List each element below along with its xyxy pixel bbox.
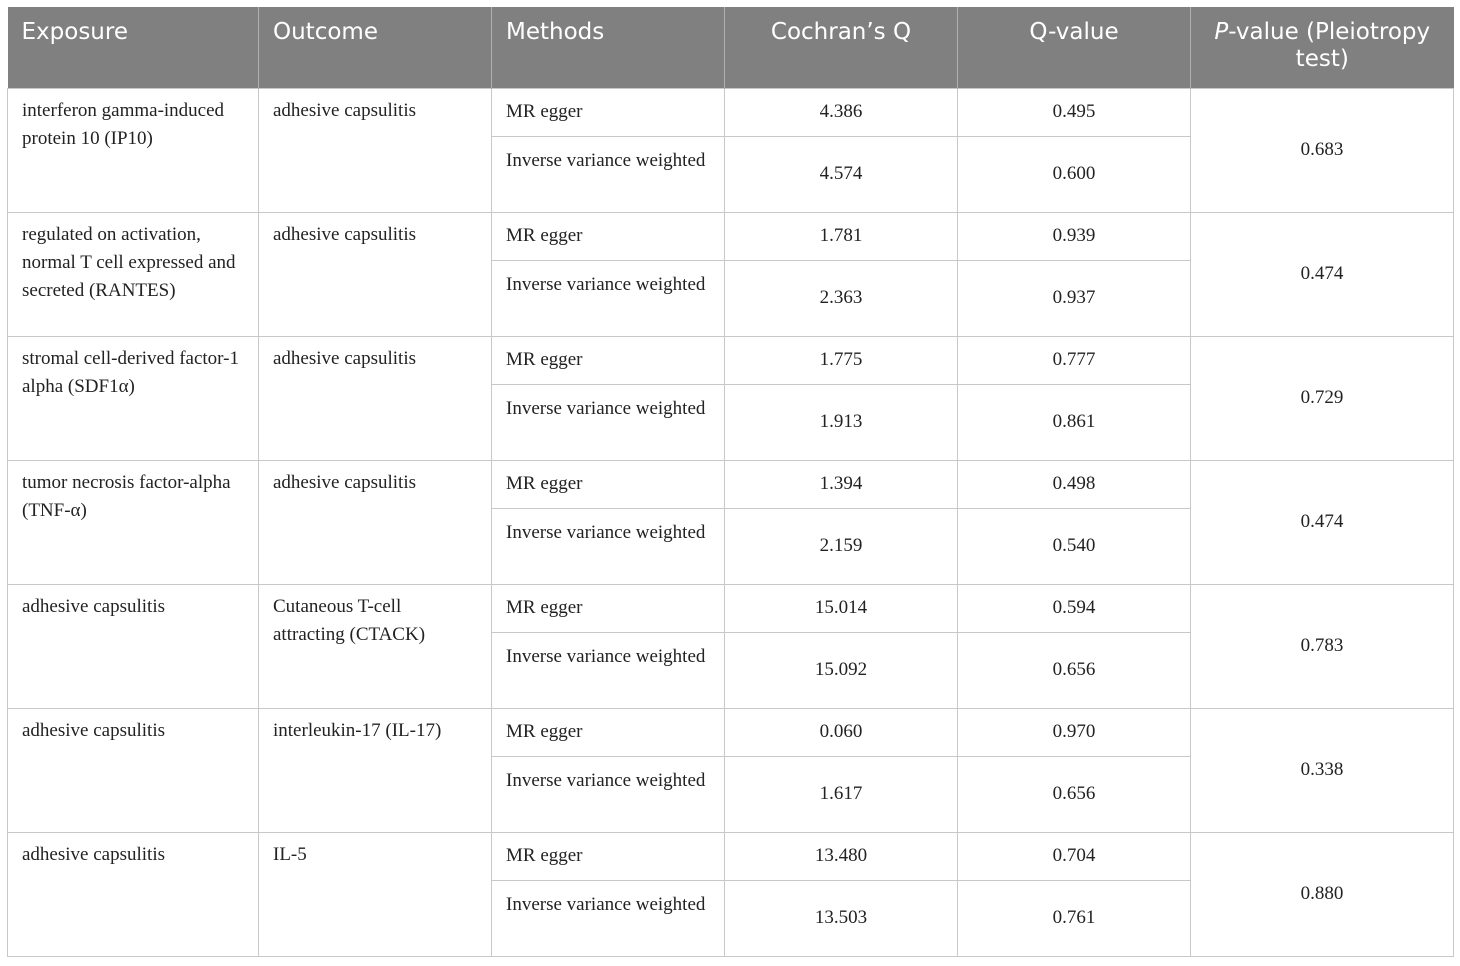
table-row (8, 832, 1454, 880)
method-cell: MR egger (492, 212, 725, 260)
cochran-q-cell: 15.092 (725, 632, 958, 708)
method-cell: Inverse variance weighted (492, 880, 725, 956)
method-cell: MR egger (492, 336, 725, 384)
p-value-cell: 0.729 (1191, 336, 1454, 460)
header-exposure: Exposure (8, 7, 259, 88)
q-value-cell: 0.495 (958, 88, 1191, 136)
exposure-cell: stromal cell-derived factor-1 alpha (SDF1α) (8, 336, 259, 460)
q-value-cell: 0.937 (958, 260, 1191, 336)
outcome-cell: adhesive capsulitis (259, 88, 492, 212)
outcome-cell: adhesive capsulitis (259, 336, 492, 460)
exposure-cell: adhesive capsulitis (8, 584, 259, 708)
method-cell: Inverse variance weighted (492, 756, 725, 832)
cochran-q-cell: 1.781 (725, 212, 958, 260)
method-cell: Inverse variance weighted (492, 384, 725, 460)
table-row (8, 708, 1454, 756)
q-value-cell: 0.600 (958, 136, 1191, 212)
q-value-cell: 0.777 (958, 336, 1191, 384)
outcome-cell: adhesive capsulitis (259, 460, 492, 584)
exposure-cell: tumor necrosis factor-alpha (TNF-α) (8, 460, 259, 584)
q-value-cell: 0.939 (958, 212, 1191, 260)
method-cell: Inverse variance weighted (492, 508, 725, 584)
method-cell: MR egger (492, 584, 725, 632)
p-value-cell: 0.783 (1191, 584, 1454, 708)
cochran-q-cell: 1.394 (725, 460, 958, 508)
method-cell: MR egger (492, 88, 725, 136)
header-q-value: Q-value (958, 7, 1191, 88)
q-value-cell: 0.594 (958, 584, 1191, 632)
q-value-cell: 0.656 (958, 756, 1191, 832)
method-cell: MR egger (492, 460, 725, 508)
q-value-cell: 0.704 (958, 832, 1191, 880)
method-cell: Inverse variance weighted (492, 260, 725, 336)
header-cochran-q: Cochran’s Q (725, 7, 958, 88)
header-p-value (1191, 7, 1454, 88)
table-row (8, 460, 1454, 508)
p-value-cell: 0.683 (1191, 88, 1454, 212)
cochran-q-cell: 4.386 (725, 88, 958, 136)
outcome-cell: Cutaneous T-cell attracting (CTACK) (259, 584, 492, 708)
outcome-cell: adhesive capsulitis (259, 212, 492, 336)
table-row (8, 212, 1454, 260)
q-value-cell: 0.970 (958, 708, 1191, 756)
outcome-cell: IL-5 (259, 832, 492, 956)
exposure-cell: regulated on activation, normal T cell expressed and secreted (RANTES) (8, 212, 259, 336)
cochran-q-cell: 13.480 (725, 832, 958, 880)
p-value-cell: 0.474 (1191, 212, 1454, 336)
q-value-cell: 0.861 (958, 384, 1191, 460)
header-p-italic: P (1214, 19, 1229, 45)
header-p-rest: -value (Pleiotropy test) (1228, 19, 1431, 72)
exposure-cell: interferon gamma-induced protein 10 (IP10) (8, 88, 259, 212)
p-value-cell: 0.474 (1191, 460, 1454, 584)
cochran-q-cell: 1.617 (725, 756, 958, 832)
table-row (8, 336, 1454, 384)
cochran-q-cell: 4.574 (725, 136, 958, 212)
cochran-q-cell: 1.913 (725, 384, 958, 460)
q-value-cell: 0.656 (958, 632, 1191, 708)
cochran-q-cell: 2.363 (725, 260, 958, 336)
table-row (8, 88, 1454, 136)
method-cell: Inverse variance weighted (492, 136, 725, 212)
exposure-cell: adhesive capsulitis (8, 708, 259, 832)
method-cell: MR egger (492, 708, 725, 756)
header-row (8, 7, 1454, 88)
header-outcome: Outcome (259, 7, 492, 88)
cochran-q-cell: 15.014 (725, 584, 958, 632)
method-cell: MR egger (492, 832, 725, 880)
q-value-cell: 0.498 (958, 460, 1191, 508)
cochran-q-cell: 13.503 (725, 880, 958, 956)
cochran-q-cell: 2.159 (725, 508, 958, 584)
q-value-cell: 0.540 (958, 508, 1191, 584)
p-value-cell: 0.338 (1191, 708, 1454, 832)
p-value-cell: 0.880 (1191, 832, 1454, 956)
header-methods: Methods (492, 7, 725, 88)
results-table (7, 7, 1454, 957)
cochran-q-cell: 1.775 (725, 336, 958, 384)
cochran-q-cell: 0.060 (725, 708, 958, 756)
table-row (8, 584, 1454, 632)
outcome-cell: interleukin-17 (IL-17) (259, 708, 492, 832)
q-value-cell: 0.761 (958, 880, 1191, 956)
exposure-cell: adhesive capsulitis (8, 832, 259, 956)
method-cell: Inverse variance weighted (492, 632, 725, 708)
